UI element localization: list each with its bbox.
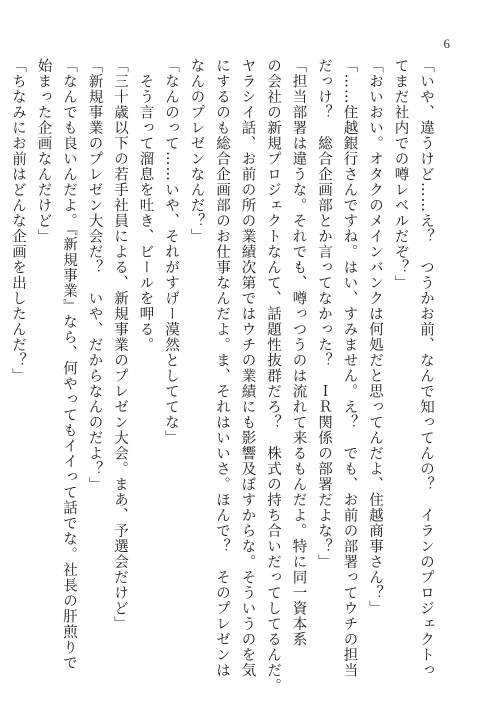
- vertical-text-block: [10, 58, 438, 694]
- text-line: 始まった企画なんだけど」: [35, 58, 52, 244]
- text-line: 「……住越銀行さんですね。はい、すみません。え？ でも、お前の部署ってウチの担当: [341, 58, 358, 678]
- text-line: の会社の新規プロジェクトなんて、話題性抜群だろ？ 株式の持ち合いだってしてるんだ。: [265, 58, 281, 694]
- text-line: 「おいおい。オタクのメインバンクは何処だと思ってんだよ、住越商事さん？」: [367, 58, 383, 616]
- text-line: にするのも総合企画部のお仕事なんだよ。ま、それはいいさ。ほんで？ そのプレゼンは: [214, 58, 230, 678]
- text-line: だっけ？ 総合企画部とか言ってなかった？ ＩＲ関係の部署だよな？」: [316, 58, 332, 570]
- page-number: 6: [443, 36, 450, 51]
- text-line: そう言って溜息を吐き、ビールを呷る。: [137, 58, 154, 353]
- text-line: 「なんでも良いんだよ。『新規事業』なら、何やってもイイって話でな。社長の肝煎りで: [61, 58, 77, 671]
- text-line: なんのプレゼンなんだ？」: [188, 58, 205, 244]
- text-line: 「ちなみにお前はどんな企画を出したんだ？」: [10, 58, 26, 384]
- text-line: 「新規事業のプレゼン大会だ？ いや、だからなんのだよ？」: [86, 58, 103, 492]
- text-line: 「いや、違うけど……え？ つうかお前、なんで知ってんの？ イランのプロジェクトっ: [418, 58, 434, 678]
- text-line: てまだ社内での噂レベルだぞ？」: [392, 58, 409, 291]
- text-line: 「三十歳以下の若手社員による、新規事業のプレゼン大会。まあ、予選会だけど」: [112, 58, 128, 632]
- text-line: 「担当部署は違うな。それでも、噂っつうのは流れて来るもんだよ。特に同一資本系: [290, 58, 307, 647]
- text-line: ヤラシイ話、お前の所の業績次第ではウチの業績にも影響及ぼすからな。そういうのを気: [239, 58, 256, 678]
- text-line: 「なんのって……いや、それがすげー漠然としててな」: [163, 58, 179, 446]
